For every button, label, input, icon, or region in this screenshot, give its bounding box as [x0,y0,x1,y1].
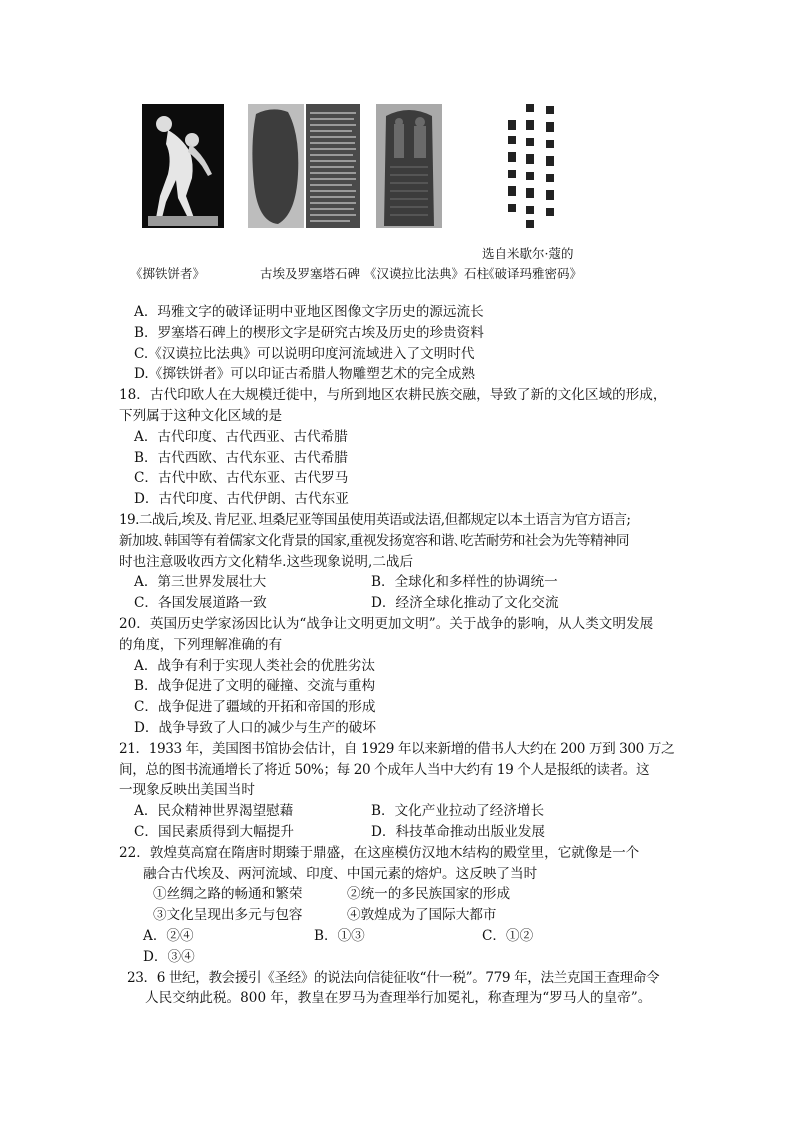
q21-stem-line3: 一现象反映出美国当时 [119,782,255,799]
q22-items-row1 [119,884,679,905]
q21-options-row1 [119,801,679,822]
q20-option-a: A．战争有利于实现人类社会的优胜劣汰 [134,657,375,674]
q21-stem-line2: 间，总的图书流通增长了将近 50%；每 20 个成年人当中大约有 19 个人是报纸的读者。这 [119,761,650,778]
caption-hammurabi: 《汉谟拉比法典》石柱 [364,266,490,281]
q22-items-row2 [119,905,679,926]
q21-option-c: C．国民素质得到大幅提升 [134,823,294,840]
question-text [119,302,679,1009]
caption-maya-line2: 《破译玛雅密码》 [482,266,583,281]
q19-option-c: C．各国发展道路一致 [134,595,267,612]
rosetta-stone-image [248,104,360,228]
q20-option-c: C．战争促进了疆域的开拓和帝国的形成 [134,699,376,716]
q23-stem-line2: 人民交纳此税。800 年，教皇在罗马为查理举行加冕礼，称查理为“罗马人的皇帝”。 [145,990,652,1007]
q19-stem-line3: 时也注意吸收西方文化精华.这些现象说明,二战后 [119,553,414,570]
q17-option-d: D.《掷铁饼者》可以印证古希腊人物雕塑艺术的完全成熟 [134,366,475,383]
q22-option-a: A．②④ [143,927,194,944]
discobolus-image [142,104,224,228]
hammurabi-stele-image [376,104,442,228]
q22-item-4: ④敦煌成为了国际大都市 [347,907,497,924]
q22-item-2: ②统一的多民族国家的形成 [347,886,511,903]
q19-option-d: D．经济全球化推动了文化交流 [371,595,559,612]
q18-option-c: C．古代中欧、古代东亚、古代罗马 [134,470,349,487]
q20-option-b: B．战争促进了文明的碰撞、交流与重构 [134,678,376,695]
q21-option-b: B．文化产业拉动了经济增长 [371,803,545,820]
q20-stem-line1: 20．英国历史学家汤因比认为“战争让文明更加文明”。关于战争的影响，从人类文明发展 [119,615,654,632]
q19-options-row2 [119,593,679,614]
q19-option-a: A．第三世界发展壮大 [134,574,267,591]
q18-option-a: A．古代印度、古代西亚、古代希腊 [134,428,348,445]
q18-option-b: B．古代西欧、古代东亚、古代希腊 [134,449,348,466]
q21-option-a: A．民众精神世界渴望慰藉 [134,803,294,820]
caption-discobolus: 《掷铁饼者》 [130,266,206,281]
q18-stem-line1: 18．古代印欧人在大规模迁徙中，与所到地区农耕民族交融，导致了新的文化区域的形成， [119,387,667,404]
q18-option-d: D．古代印度、古代伊朗、古代东亚 [134,491,349,508]
q21-stem-line1: 21．1933 年，美国图书馆协会估计，自 1929 年以来新增的借书人大约在 200 万到 300 万之 [119,740,675,757]
q22-item-1: ①丝绸之路的畅通和繁荣 [153,886,303,903]
q18-stem-line2: 下列属于这种文化区域的是 [119,407,283,424]
q17-option-c: C.《汉谟拉比法典》可以说明印度河流域进入了文明时代 [134,345,475,362]
q21-option-d: D．科技革命推动出版业发展 [371,823,546,840]
q19-stem-line1: 19.二战后,埃及､肯尼亚､坦桑尼亚等国虽使用英语或法语,但都规定以本土语言为官方语言; [119,511,631,528]
q20-option-d: D．战争导致了人口的减少与生产的破坏 [134,719,376,736]
q22-item-3: ③文化呈现出多元与包容 [153,907,303,924]
caption-maya-line1: 选自米歇尔·蔻的 [482,246,574,261]
q20-stem-line2: 的角度，下列理解准确的有 [119,636,283,653]
q17-option-a: A．玛雅文字的破译证明中亚地区图像文字历史的源远流长 [134,304,484,320]
q22-option-d: D．③④ [143,948,195,965]
q22-stem-line2: 融合古代埃及、两河流域、印度、中国元素的熔炉。这反映了当时 [143,865,538,882]
q22-option-c: C．①② [482,927,534,944]
q17-option-b: B．罗塞塔石碑上的楔形文字是研究古埃及历史的珍贵资料 [134,324,484,341]
q23-stem-line1: 23．6 世纪，教会援引《圣经》的说法向信徒征收“什一税”。779 年，法兰克国王查理命令 [127,969,660,986]
q22-option-b: B．①③ [314,927,365,944]
figure-row [130,100,583,290]
q21-options-row2 [119,822,679,843]
q22-options-row [119,926,679,947]
q22-stem-line1: 22．敦煌莫高窟在隋唐时期臻于鼎盛，在这座模仿汉地木结构的殿堂里，它就像是一个 [119,844,640,861]
caption-rosetta: 古埃及罗塞塔石碑 [260,266,361,281]
q19-stem-line2: 新加坡､韩国等有着儒家文化背景的国家,重视发扬宽容和谐､吃苦耐劳和社会为先等精神同 [119,532,629,549]
q19-option-b: B．全球化和多样性的协调统一 [371,574,558,591]
maya-glyphs-image [502,100,564,232]
q19-options-row1 [119,572,679,593]
